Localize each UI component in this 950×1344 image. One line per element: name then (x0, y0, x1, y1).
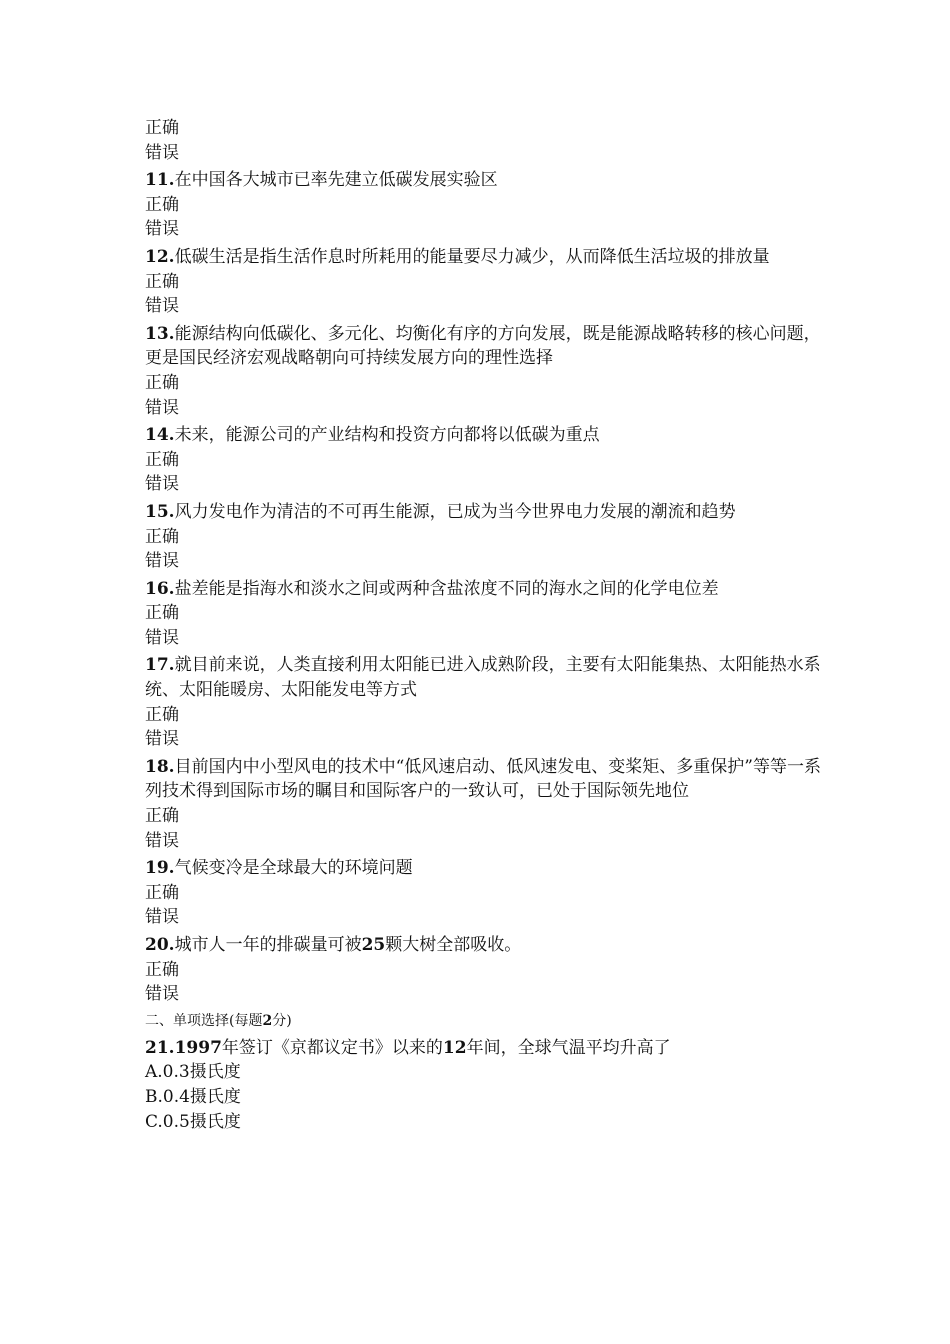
question-text: 能源结构向低碳化、多元化、均衡化有序的方向发展，既是能源战略转移的核心问题，更是国民经济宏观战略朝向可持续发展方向的理性选择 (145, 323, 821, 369)
question-text: 颗大树全部吸收。 (385, 935, 522, 955)
option-wrong: 错误 (145, 627, 179, 648)
question-number: 12. (145, 246, 175, 267)
question-number: 19. (145, 858, 175, 879)
option-correct: 正确 (145, 959, 179, 980)
question-15 (145, 500, 825, 525)
option-wrong: 错误 (145, 907, 179, 928)
option-correct: 正确 (145, 449, 179, 470)
section-heading (145, 1009, 825, 1033)
option-correct: 正确 (145, 118, 179, 138)
option-b: B.0.4摄氏度 (145, 1086, 241, 1107)
question-number: 15. (145, 501, 175, 522)
option-correct: 正确 (145, 194, 179, 215)
question-text: 年间，全球气温平均升高了 (466, 1037, 671, 1058)
question-text: 气候变冷是全球最大的环境问题 (174, 858, 413, 879)
option-wrong: 错误 (145, 296, 179, 317)
question-11 (145, 168, 825, 193)
option-c: C.0.5摄氏度 (145, 1111, 241, 1132)
option-wrong: 错误 (145, 830, 179, 851)
option-correct: 正确 (145, 704, 179, 725)
option-wrong: 错误 (145, 729, 179, 750)
question-19 (145, 856, 825, 881)
question-text: 盐差能是指海水和淡水之间或两种含盐浓度不同的海水之间的化学电位差 (174, 578, 719, 599)
question-number: 16. (145, 578, 175, 599)
question-number: 18. (145, 756, 175, 777)
question-text: 目前国内中小型风电的技术中“低风速启动、低风速发电、变桨矩、多重保护”等等一系列技术得到国际市场的瞩目和国际客户的一致认可，已处于国际领先地位 (145, 756, 821, 802)
option-correct: 正确 (145, 526, 179, 547)
option-correct: 正确 (145, 372, 179, 393)
option-wrong: 错误 (145, 474, 179, 495)
section-label-end: 分) (272, 1012, 292, 1029)
section-label: 二、单项选择(每题 (145, 1012, 263, 1029)
question-20 (145, 933, 825, 958)
question-number-inline: 12 (442, 1037, 467, 1058)
question-18 (145, 755, 825, 804)
option-wrong: 错误 (145, 142, 179, 163)
question-text: 年签订《京都议定书》以来的 (221, 1037, 443, 1058)
option-wrong: 错误 (145, 219, 179, 240)
option-wrong: 错误 (145, 984, 179, 1005)
question-number-inline: 25 (361, 935, 386, 955)
question-number: 20. (145, 935, 175, 955)
option-wrong: 错误 (145, 397, 179, 418)
question-14 (145, 423, 825, 448)
option-a: A.0.3摄氏度 (145, 1062, 241, 1083)
question-13 (145, 322, 825, 371)
question-16 (145, 577, 825, 602)
question-number: 21. (145, 1037, 175, 1058)
question-number: 13. (145, 323, 175, 344)
option-correct: 正确 (145, 603, 179, 624)
document-page (145, 116, 825, 1134)
option-correct: 正确 (145, 806, 179, 827)
question-21 (145, 1036, 825, 1061)
question-text: 就目前来说，人类直接利用太阳能已进入成熟阶段，主要有太阳能集热、太阳能热水系统、太阳能暖房、太阳能发电等方式 (145, 655, 821, 701)
option-wrong: 错误 (145, 551, 179, 572)
question-number: 17. (145, 655, 175, 676)
question-text: 城市人一年的排碳量可被 (174, 935, 362, 955)
question-text: 未来，能源公司的产业结构和投资方向都将以低碳为重点 (174, 425, 600, 446)
question-17 (145, 653, 825, 702)
option-correct: 正确 (145, 271, 179, 292)
question-12 (145, 245, 825, 270)
question-number: 14. (145, 425, 175, 446)
question-text: 低碳生活是指生活作息时所耗用的能量要尽力减少，从而降低生活垃圾的排放量 (174, 246, 770, 267)
question-year: 1997 (174, 1037, 222, 1058)
question-text: 在中国各大城市已率先建立低碳发展实验区 (174, 170, 498, 191)
question-text: 风力发电作为清洁的不可再生能源，已成为当今世界电力发展的潮流和趋势 (174, 501, 736, 522)
question-number: 11. (145, 170, 175, 191)
section-points: 2 (262, 1012, 273, 1029)
option-correct: 正确 (145, 882, 179, 903)
